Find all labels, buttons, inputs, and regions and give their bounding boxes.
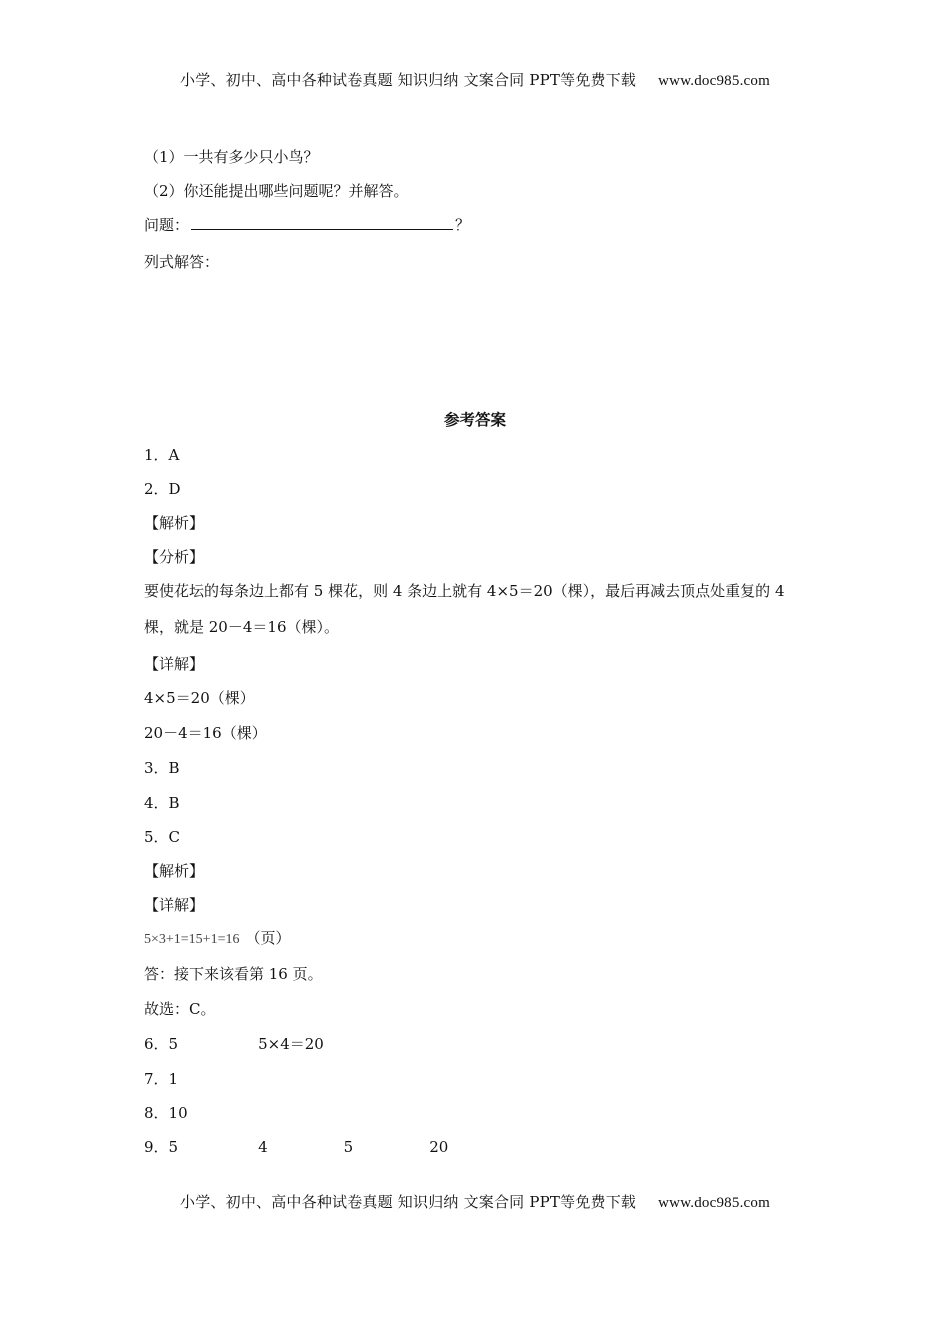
page-header	[0, 69, 950, 90]
answer-9-c: 5	[343, 1138, 354, 1156]
formula-unit: （页）	[245, 929, 291, 947]
choice: 故选：C。	[144, 1000, 216, 1018]
answer-9-num: 9．5	[144, 1138, 179, 1156]
answer-4: 4．B	[144, 794, 180, 812]
question-label: 问题：	[144, 216, 190, 234]
header-site[interactable]: www.doc985.com	[658, 73, 770, 89]
formula: 5×3+1=15+1=16	[144, 932, 240, 947]
question-2: （2）你还能提出哪些问题呢？并解答。	[144, 182, 409, 200]
conclusion: 答：接下来该看第 16 页。	[144, 965, 323, 983]
jiexi-label: 【解析】	[144, 514, 205, 532]
answer-2: 2．D	[144, 480, 181, 498]
header-text: 小学、初中、高中各种试卷真题 知识归纳 文案合同 PPT等免费下载	[180, 71, 637, 89]
answer-6-expr: 5×4＝20	[258, 1035, 324, 1053]
xiangjie-label-2: 【详解】	[144, 896, 205, 914]
solve-label: 列式解答：	[144, 253, 220, 271]
fenxi-label: 【分析】	[144, 548, 205, 566]
question-prompt	[144, 214, 470, 235]
answer-blank-line[interactable]	[191, 215, 453, 230]
xiangjie-label: 【详解】	[144, 655, 205, 673]
answer-7: 7．1	[144, 1070, 179, 1088]
answer-1: 1．A	[144, 446, 180, 464]
answers-title: 参考答案	[443, 410, 506, 429]
page-footer	[0, 1191, 950, 1212]
footer-site[interactable]: www.doc985.com	[658, 1195, 770, 1211]
answer-9-d: 20	[429, 1138, 449, 1156]
jiexi-label-2: 【解析】	[144, 862, 205, 880]
question-1: （1）一共有多少只小鸟？	[144, 148, 319, 166]
answer-9-b: 4	[258, 1138, 268, 1156]
answer-6-num: 6．5	[144, 1035, 179, 1053]
answer-6	[144, 1033, 324, 1054]
formula-line	[144, 927, 291, 948]
answer-5: 5．C	[144, 828, 181, 846]
answer-3: 3．B	[144, 759, 180, 777]
calc-line-2: 20－4＝16（棵）	[144, 724, 267, 742]
answer-9	[144, 1136, 448, 1157]
analysis-paragraph: 要使花坛的每条边上都有 5 棵花，则 4 条边上就有 4×5＝20（棵），最后再减去顶点处重复的 4 棵，就是 20－4＝16（棵）。	[144, 582, 785, 636]
footer-text: 小学、初中、高中各种试卷真题 知识归纳 文案合同 PPT等免费下载	[180, 1193, 637, 1211]
calc-line-1: 4×5＝20（棵）	[144, 689, 255, 707]
question-end: ？	[455, 216, 471, 234]
answer-8: 8．10	[144, 1104, 188, 1122]
